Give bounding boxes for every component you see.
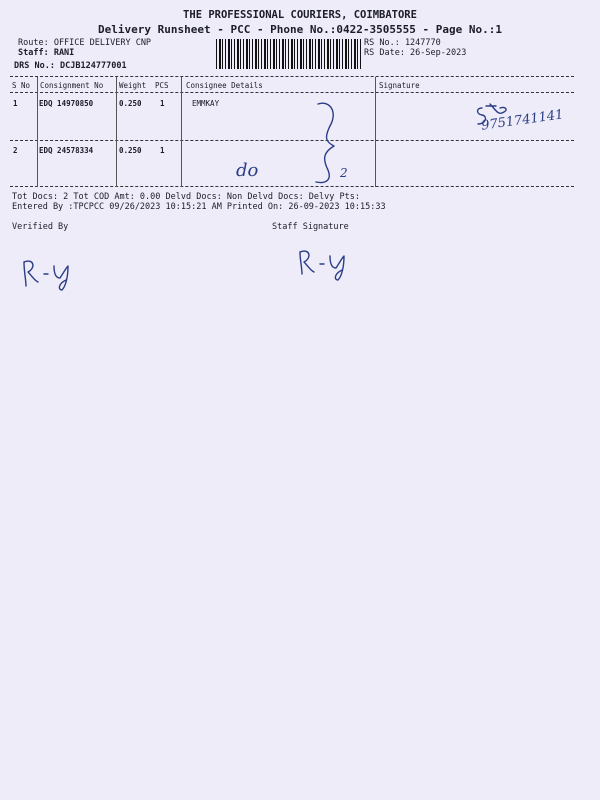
totals-line: Tot Docs: 2 Tot COD Amt: 0.00 Delvd Docs: Non Delvd Docs: Delvy Pts: bbox=[12, 192, 360, 202]
row1-weight: 0.250 bbox=[119, 99, 142, 108]
verifier-signature bbox=[20, 252, 90, 292]
staff-signature bbox=[296, 244, 366, 284]
row2-weight: 0.250 bbox=[119, 146, 142, 155]
handwritten-row2-count: 2 bbox=[340, 166, 348, 180]
header-bottom-rule bbox=[10, 92, 574, 93]
row2-consignment: EDQ 24578334 bbox=[39, 146, 94, 155]
column-divider bbox=[116, 77, 117, 187]
col-consignment: Consignment No bbox=[40, 81, 104, 90]
row2-pcs: 1 bbox=[160, 146, 165, 155]
route-label: Route: OFFICE DELIVERY CNP bbox=[18, 38, 152, 48]
rs-date: RS Date: 26-Sep-2023 bbox=[364, 48, 467, 58]
barcode-image bbox=[216, 39, 362, 69]
row-divider bbox=[10, 140, 574, 141]
company-name: THE PROFESSIONAL COURIERS, COIMBATORE bbox=[183, 9, 417, 21]
col-signature: Signature bbox=[379, 81, 420, 90]
drs-number: DRS No.: DCJB124777001 bbox=[14, 61, 127, 71]
verified-by-label: Verified By bbox=[12, 222, 69, 232]
col-sno: S No bbox=[12, 81, 31, 90]
row1-pcs: 1 bbox=[160, 99, 165, 108]
column-divider bbox=[375, 77, 376, 187]
col-weight: Weight bbox=[119, 81, 147, 90]
staff-label: Staff: RANI bbox=[18, 48, 75, 58]
col-pcs: PCS bbox=[155, 81, 169, 90]
handwritten-row2-mark: do bbox=[236, 160, 259, 181]
row2-sno: 2 bbox=[13, 146, 18, 155]
staff-signature-label: Staff Signature bbox=[272, 222, 349, 232]
runsheet-subtitle: Delivery Runsheet - PCC - Phone No.:0422-3505555 - Page No.:1 bbox=[98, 23, 502, 36]
table-bottom-rule bbox=[10, 186, 574, 187]
column-divider bbox=[181, 77, 182, 187]
row1-consignee: EMMKAY bbox=[192, 99, 220, 108]
handwritten-phone: 9751741141 bbox=[480, 107, 565, 134]
row1-sno: 1 bbox=[13, 99, 18, 108]
rs-number: RS No.: 1247770 bbox=[364, 38, 441, 48]
column-divider bbox=[37, 77, 38, 187]
entered-printed-line: Entered By :TPCPCC 09/26/2023 10:15:21 AM Printed On: 26-09-2023 10:15:33 bbox=[12, 202, 386, 212]
col-consignee: Consignee Details bbox=[186, 81, 263, 90]
row1-consignment: EDQ 14970850 bbox=[39, 99, 94, 108]
table-top-rule bbox=[10, 76, 574, 77]
